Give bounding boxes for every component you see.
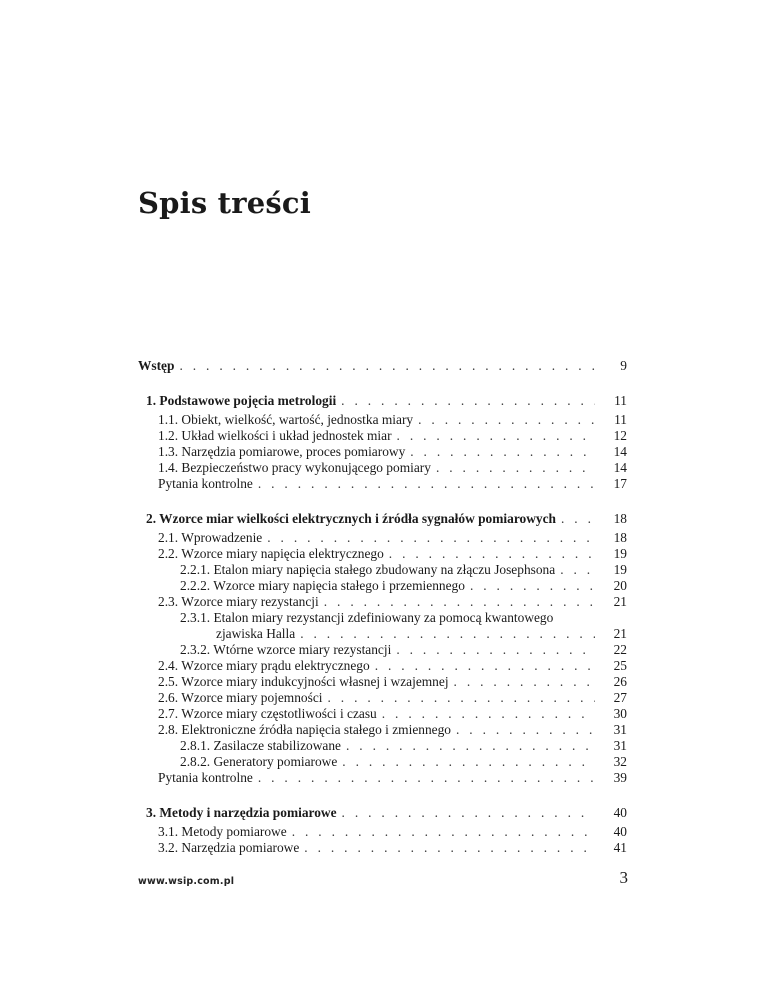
toc-entry-label: 2. Wzorce miar wielkości elektrycznych i źródła sygnałów pomiarowych: [146, 511, 556, 526]
toc-chapter-2[interactable]: [146, 511, 627, 527]
leader-dots: [456, 722, 595, 738]
toc-entry-page: 18: [613, 511, 627, 526]
toc-entry-2-3[interactable]: [158, 594, 627, 610]
toc-entry-page: 27: [613, 690, 627, 705]
toc-entry-page: 22: [613, 642, 627, 657]
leader-dots: [375, 658, 595, 674]
toc-entry-page: 11: [614, 393, 627, 408]
toc-entry-label: 2.6. Wzorce miary pojemności: [158, 690, 323, 705]
toc-entry-label: Wstęp: [138, 358, 175, 373]
toc-entry-label: 1.2. Układ wielkości i układ jednostek miar: [158, 428, 392, 443]
toc-entry-page: 19: [613, 546, 627, 561]
leader-dots: [561, 511, 595, 527]
page-number: 3: [619, 868, 628, 887]
toc-entry-2-2[interactable]: [158, 546, 627, 562]
leader-dots: [418, 412, 595, 428]
leader-dots: [397, 428, 595, 444]
toc-entry-page: 14: [613, 444, 627, 459]
toc-entry-page: 9: [620, 358, 627, 373]
toc-entry-label: 2.8.1. Zasilacze stabilizowane: [180, 738, 341, 753]
toc-entry-label: 2.2.1. Etalon miary napięcia stałego zbudowany na złączu Josephsona: [180, 562, 556, 577]
leader-dots: [396, 642, 595, 658]
toc-entry-label: 2.4. Wzorce miary prądu elektrycznego: [158, 658, 370, 673]
toc-entry-page: 32: [613, 754, 627, 769]
toc-entry-page: 21: [613, 626, 627, 641]
toc-entry-2-5[interactable]: [158, 674, 627, 690]
toc-chapter-1[interactable]: [146, 393, 627, 409]
leader-dots: [179, 358, 595, 374]
toc-entry-3-2[interactable]: [158, 840, 627, 856]
toc-entry-page: 30: [613, 706, 627, 721]
footer-url[interactable]: www.wsip.com.pl: [138, 876, 235, 887]
leader-dots: [267, 530, 595, 546]
toc-entry-label: 2.2.2. Wzorce miary napięcia stałego i przemiennego: [180, 578, 465, 593]
toc-entry-page: 31: [613, 722, 627, 737]
toc-entry-page: 25: [613, 658, 627, 673]
toc-entry-label: Pytania kontrolne: [158, 476, 253, 491]
toc-entry-questions-1[interactable]: [158, 476, 627, 492]
toc-entry-2-4[interactable]: [158, 658, 627, 674]
leader-dots: [560, 562, 595, 578]
leader-dots: [304, 840, 595, 856]
toc-entry-label: 2.3.1. Etalon miary rezystancji zdefiniowany za pomocą kwantowego: [180, 610, 554, 625]
toc-entry-page: 18: [613, 530, 627, 545]
toc-entry-2-8-2[interactable]: [180, 754, 627, 770]
leader-dots: [258, 770, 595, 786]
toc-entry-page: 14: [613, 460, 627, 475]
toc-entry-1-2[interactable]: [158, 428, 627, 444]
toc-entry-label: 1.4. Bezpieczeństwo pracy wykonującego pomiary: [158, 460, 431, 475]
toc-entry-page: 39: [613, 770, 627, 785]
leader-dots: [327, 690, 595, 706]
toc-entry-1-3[interactable]: [158, 444, 627, 460]
toc-entry-2-8-1[interactable]: [180, 738, 627, 754]
toc-entry-label: 2.3.2. Wtórne wzorce miary rezystancji: [180, 642, 392, 657]
toc-entry-page: 12: [613, 428, 627, 443]
toc-entry-2-3-1[interactable]: [180, 610, 627, 626]
toc-entry-page: 19: [613, 562, 627, 577]
toc-entry-page: 20: [613, 578, 627, 593]
toc-entry-intro[interactable]: [138, 358, 627, 374]
toc-entry-2-8[interactable]: [158, 722, 627, 738]
toc-entry-label: 1. Podstawowe pojęcia metrologii: [146, 393, 337, 408]
toc-entry-label: zjawiska Halla: [216, 626, 296, 641]
toc-entry-label: 3.2. Narzędzia pomiarowe: [158, 840, 300, 855]
toc-entry-label: 2.8.2. Generatory pomiarowe: [180, 754, 338, 769]
leader-dots: [436, 460, 595, 476]
toc-entry-2-2-1[interactable]: [180, 562, 627, 578]
page-title: Spis treści: [138, 186, 311, 220]
toc-entry-page: 11: [614, 412, 627, 427]
toc-entry-2-1[interactable]: [158, 530, 627, 546]
leader-dots: [300, 626, 595, 642]
toc-entry-label: Pytania kontrolne: [158, 770, 253, 785]
toc-entry-page: 17: [613, 476, 627, 491]
toc-entry-page: 31: [613, 738, 627, 753]
leader-dots: [324, 594, 595, 610]
leader-dots: [382, 706, 595, 722]
toc-entry-3-1[interactable]: [158, 824, 627, 840]
toc-entry-1-1[interactable]: [158, 412, 627, 428]
toc-entry-label: 2.2. Wzorce miary napięcia elektrycznego: [158, 546, 384, 561]
toc-entry-page: 26: [613, 674, 627, 689]
toc-entry-2-7[interactable]: [158, 706, 627, 722]
toc-entry-page: 40: [613, 805, 627, 820]
toc-entry-2-6[interactable]: [158, 690, 627, 706]
toc-entry-label: 2.5. Wzorce miary indukcyjności własnej i wzajemnej: [158, 674, 449, 689]
leader-dots: [342, 754, 595, 770]
toc-entry-label: 3.1. Metody pomiarowe: [158, 824, 287, 839]
leader-dots: [258, 476, 595, 492]
toc-entry-label: 1.3. Narzędzia pomiarowe, proces pomiarowy: [158, 444, 406, 459]
leader-dots: [470, 578, 595, 594]
toc-entry-label: 3. Metody i narzędzia pomiarowe: [146, 805, 337, 820]
toc-entry-page: 21: [613, 594, 627, 609]
toc-entry-1-4[interactable]: [158, 460, 627, 476]
leader-dots: [341, 393, 595, 409]
toc-entry-2-3-1-cont[interactable]: [216, 626, 627, 642]
toc-entry-label: 2.8. Elektroniczne źródła napięcia stałego i zmiennego: [158, 722, 451, 737]
toc-entry-2-2-2[interactable]: [180, 578, 627, 594]
toc-entry-label: 2.3. Wzorce miary rezystancji: [158, 594, 319, 609]
leader-dots: [454, 674, 595, 690]
toc-entry-label: 2.1. Wprowadzenie: [158, 530, 263, 545]
toc-chapter-3[interactable]: [146, 805, 627, 821]
leader-dots: [342, 805, 595, 821]
toc-entry-questions-2[interactable]: [158, 770, 627, 786]
leader-dots: [346, 738, 595, 754]
leader-dots: [410, 444, 595, 460]
toc-entry-label: 2.7. Wzorce miary częstotliwości i czasu: [158, 706, 377, 721]
toc-entry-label: 1.1. Obiekt, wielkość, wartość, jednostka miary: [158, 412, 414, 427]
toc-entry-page: 40: [613, 824, 627, 839]
leader-dots: [292, 824, 595, 840]
toc-entry-page: 41: [613, 840, 627, 855]
leader-dots: [389, 546, 595, 562]
toc-entry-2-3-2[interactable]: [180, 642, 627, 658]
